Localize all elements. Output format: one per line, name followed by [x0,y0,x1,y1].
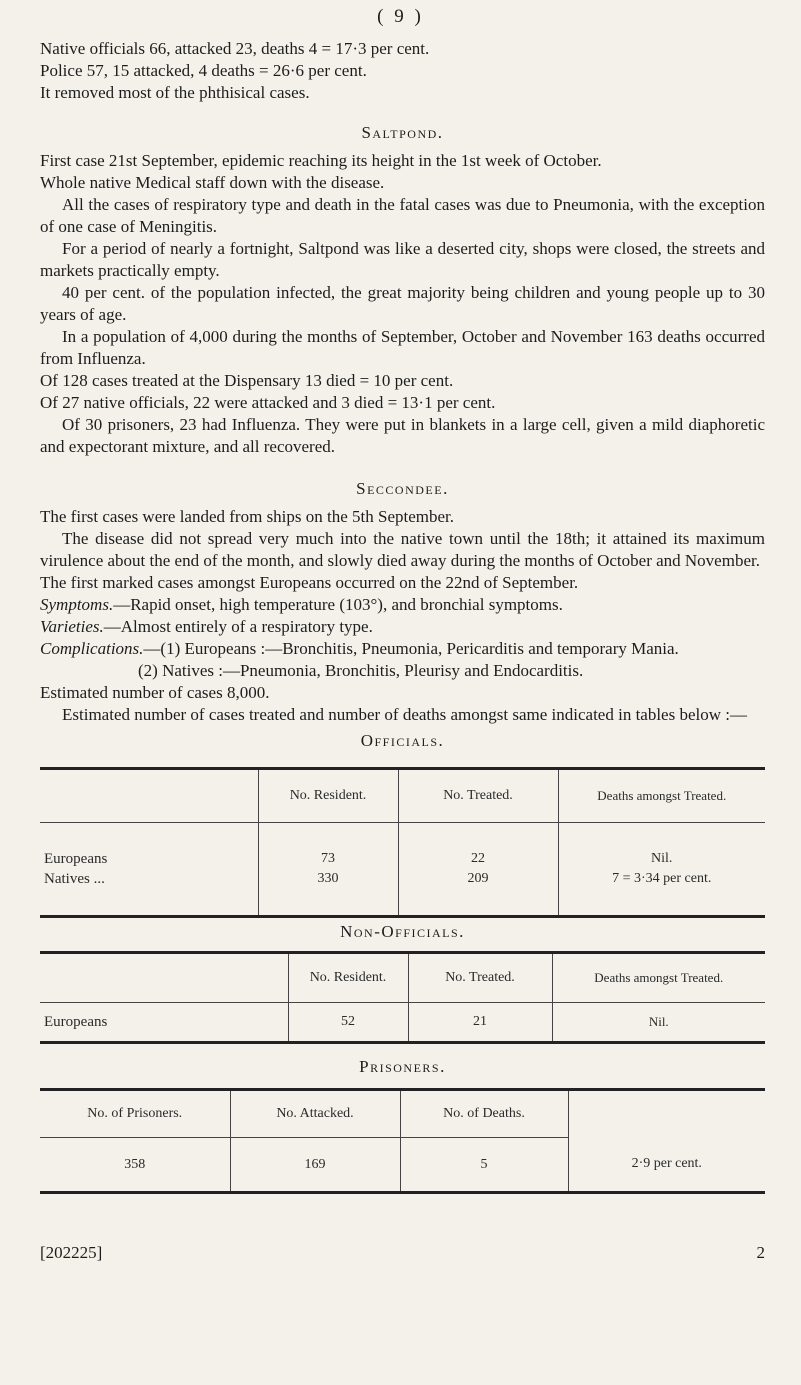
paragraph: 40 per cent. of the population infected, the great majority being children and young people up to 30 years of age. [40,283,765,324]
paragraph: Whole native Medical staff down with the disease. [40,173,385,192]
table-row [40,1138,765,1193]
paragraph: Estimated number of cases treated and number of deaths amongst same indicated in tables below :— [62,705,747,724]
row-label: Europeans [44,1013,108,1030]
table-header-cell: No. Attacked. [230,1090,400,1138]
prisoners-table [40,1088,765,1194]
paragraph: The first marked cases amongst Europeans occurred on the 22nd of September. [40,573,579,592]
paragraph: The disease did not spread very much into the native town until the 18th; it attained its maximum virulence about the end of the month, and slowly died away during the months of October and November. [40,529,765,570]
table-header-row [40,1090,765,1138]
paragraph: For a period of nearly a fortnight, Saltpond was like a deserted city, shops were closed, the streets and markets practically empty. [40,239,765,280]
print-code: [202225] [40,1243,103,1262]
table-header-cell: Deaths amongst Treated. [552,953,765,1003]
intro-line: It removed most of the phthisical cases. [40,83,310,102]
symptoms-label: Symptoms. [40,595,114,614]
row-label: Natives ... [44,871,105,887]
footer [40,1243,765,1263]
cell-value: 73 [321,851,335,866]
paragraph: The first cases were landed from ships on the 5th September. [40,507,455,526]
paragraph: All the cases of respiratory type and death in the fatal cases was due to Pneumonia, with the exception of one case of Meningitis. [40,195,765,236]
table-cell: 5 [400,1138,568,1193]
paragraph: Of 128 cases treated at the Dispensary 13 died = 10 per cent. [40,371,454,390]
cell-value: 22 [471,851,485,866]
body-text [40,38,765,752]
cell-value: 330 [317,871,339,886]
complications-text: —(1) Europeans :—Bronchitis, Pneumonia, Pericarditis and temporary Mania. [143,639,679,658]
cell-value: Nil. [651,851,673,866]
signature-mark: 2 [756,1243,765,1262]
varieties-text: —Almost entirely of a respiratory type. [103,617,373,636]
table-label-cell [40,823,258,917]
varieties-paragraph [40,616,765,638]
table-header-row [40,953,765,1003]
paragraph: Estimated number of cases 8,000. [40,683,270,702]
table-cell: 169 [230,1138,400,1193]
table-header-cell: No. Resident. [288,953,408,1003]
table-header-cell: Deaths amongst Treated. [558,769,765,823]
paragraph: In a population of 4,000 during the months of September, October and November 163 deaths occurred from Influenza. [40,327,765,368]
page-number: ( 9 ) [377,6,424,27]
table-header-cell [40,769,258,823]
complications-label: Complications. [40,639,144,658]
table-header-row [40,769,765,823]
symptoms-paragraph [40,594,765,616]
table-header-cell: No. of Prisoners. [40,1090,230,1138]
intro-line: Native officials 66, attacked 23, deaths 4 = 17·3 per cent. [40,39,430,58]
table-heading-officials: Officials. [360,731,445,750]
cell-value: 209 [467,871,489,886]
table-cell: 52 [288,1003,408,1043]
table-cell: 21 [408,1003,552,1043]
paragraph: Of 30 prisoners, 23 had Influenza. They were put in blankets in a large cell, given a mild diaphoretic and expectorant mixture, and all recovered. [40,415,765,456]
table-header-cell: No. Treated. [408,953,552,1003]
table-cell: 358 [124,1156,146,1172]
table-header-cell [40,953,288,1003]
table-cell: 2·9 per cent. [568,1138,765,1193]
non-officials-table [40,951,765,1044]
paragraph: Of 27 native officials, 22 were attacked and 3 died = 13·1 per cent. [40,393,496,412]
complications-natives: (2) Natives :—Pneumonia, Bronchitis, Pleurisy and Endocarditis. [138,661,584,680]
table-row [40,823,765,917]
table-header-cell: No. Resident. [258,769,398,823]
complications-paragraph [40,638,765,660]
cell-value: 7 = 3·34 per cent. [612,871,712,886]
table-cell [258,823,398,917]
varieties-label: Varieties. [40,617,104,636]
table-heading-non-officials: Non-Officials. [340,922,465,941]
table-header-cell: No. Treated. [398,769,558,823]
table-heading-prisoners: Prisoners. [359,1057,446,1076]
table-header-cell [568,1090,765,1138]
intro-line: Police 57, 15 attacked, 4 deaths = 26·6 per cent. [40,61,367,80]
table-row [40,1003,765,1043]
section-heading-seccondee: Seccondee. [356,479,449,498]
paragraph: First case 21st September, epidemic reaching its height in the 1st week of October. [40,151,602,170]
table-cell [398,823,558,917]
table-cell [558,823,765,917]
section-heading-saltpond: Saltpond. [361,123,444,142]
table-cell: Nil. [552,1003,765,1043]
officials-table [40,767,765,918]
row-label: Europeans [44,851,108,867]
symptoms-text: —Rapid onset, high temperature (103°), and bronchial symptoms. [113,595,563,614]
table-header-cell: No. of Deaths. [400,1090,568,1138]
